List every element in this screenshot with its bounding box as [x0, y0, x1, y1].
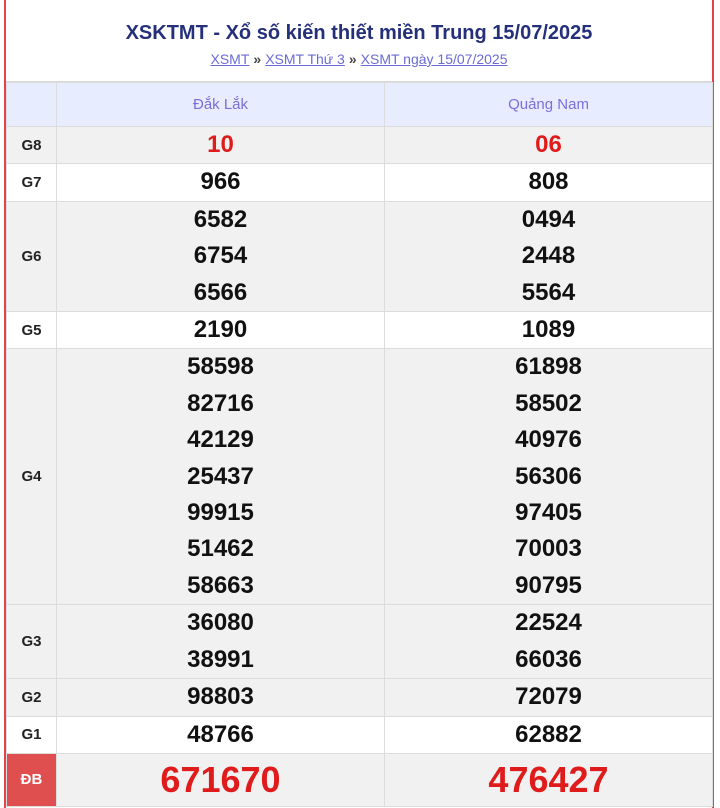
prize-label: G7 — [7, 164, 57, 201]
province-header-daklak[interactable]: Đắk Lắk — [57, 83, 385, 127]
page-title: XSKTMT - Xổ số kiến thiết miền Trung 15/07/2025 — [125, 22, 593, 44]
prize-label: G5 — [7, 312, 57, 349]
results-table — [6, 82, 713, 807]
prize-number: 6582 — [193, 205, 248, 233]
prize-row-g6 — [7, 201, 713, 311]
prize-number: 82716 — [187, 389, 254, 417]
prize-cell-daklak — [57, 201, 385, 311]
prize-number: 97405 — [515, 499, 582, 527]
prize-cell-daklak — [57, 605, 385, 679]
prize-cell-daklak — [57, 349, 385, 605]
prize-row-g4 — [7, 349, 713, 605]
prize-number: 25437 — [187, 462, 254, 490]
prize-number: 98803 — [187, 683, 254, 711]
prize-cell-quangnam — [385, 164, 713, 201]
prize-number: 61898 — [515, 353, 582, 381]
prize-cell-daklak — [57, 753, 385, 806]
prize-number: 2448 — [521, 242, 576, 270]
prize-cell-quangnam — [385, 753, 713, 806]
prize-row-special — [7, 753, 713, 806]
special-prize-label: ĐB — [7, 753, 57, 806]
prize-cell-quangnam — [385, 349, 713, 605]
prize-row-g3 — [7, 605, 713, 679]
prize-number: 90795 — [515, 571, 582, 599]
prize-cell-daklak — [57, 716, 385, 753]
results-panel — [4, 0, 714, 808]
prize-number: 48766 — [187, 720, 254, 748]
breadcrumb-link-weekday[interactable]: XSMT Thứ 3 — [265, 51, 345, 67]
prize-cell-daklak — [57, 679, 385, 716]
prize-label: G6 — [7, 201, 57, 311]
prize-number: 06 — [535, 131, 562, 158]
prize-label: G1 — [7, 716, 57, 753]
corner-cell — [7, 83, 57, 127]
breadcrumb-link-xsmt[interactable]: XSMT — [210, 51, 250, 67]
breadcrumb — [6, 50, 712, 68]
prize-number: 51462 — [187, 535, 254, 563]
prize-number: 2190 — [193, 316, 248, 344]
breadcrumb-link-date[interactable]: XSMT ngày 15/07/2025 — [360, 51, 508, 67]
province-header-quangnam[interactable]: Quảng Nam — [385, 83, 713, 127]
prize-row-g2 — [7, 679, 713, 716]
prize-number: 56306 — [515, 462, 582, 490]
breadcrumb-separator: » — [253, 51, 262, 67]
prize-cell-quangnam — [385, 127, 713, 164]
prize-row-g7 — [7, 164, 713, 201]
prize-cell-quangnam — [385, 312, 713, 349]
prize-number: 38991 — [187, 645, 254, 673]
prize-number: 70003 — [515, 535, 582, 563]
prize-number: 66036 — [515, 645, 582, 673]
results-header — [6, 0, 712, 82]
prize-number: 40976 — [515, 426, 582, 454]
prize-number: 22524 — [515, 609, 582, 637]
prize-number: 0494 — [521, 205, 576, 233]
prize-number: 966 — [200, 168, 241, 196]
prize-number: 1089 — [521, 316, 576, 344]
special-prize-number: 671670 — [160, 758, 281, 800]
prize-cell-daklak — [57, 127, 385, 164]
prize-row-g5 — [7, 312, 713, 349]
prize-number: 6754 — [193, 242, 248, 270]
prize-number: 6566 — [193, 278, 248, 306]
prize-label: G4 — [7, 349, 57, 605]
prize-label: G2 — [7, 679, 57, 716]
prize-number: 58502 — [515, 389, 582, 417]
prize-cell-quangnam — [385, 201, 713, 311]
prize-number: 808 — [528, 168, 569, 196]
prize-row-g8 — [7, 127, 713, 164]
prize-number: 36080 — [187, 609, 254, 637]
prize-number: 5564 — [521, 278, 576, 306]
prize-number: 58598 — [187, 353, 254, 381]
prize-cell-quangnam — [385, 605, 713, 679]
prize-number: 62882 — [515, 720, 582, 748]
special-prize-number: 476427 — [488, 758, 609, 800]
prize-label: G8 — [7, 127, 57, 164]
prize-cell-daklak — [57, 164, 385, 201]
prize-number: 42129 — [187, 426, 254, 454]
prize-cell-quangnam — [385, 716, 713, 753]
prize-row-g1 — [7, 716, 713, 753]
prize-number: 99915 — [187, 499, 254, 527]
prize-cell-quangnam — [385, 679, 713, 716]
breadcrumb-separator: » — [348, 51, 357, 67]
prize-number: 58663 — [187, 571, 254, 599]
prize-cell-daklak — [57, 312, 385, 349]
prize-number: 10 — [207, 131, 234, 158]
prize-number: 72079 — [515, 683, 582, 711]
prize-label: G3 — [7, 605, 57, 679]
